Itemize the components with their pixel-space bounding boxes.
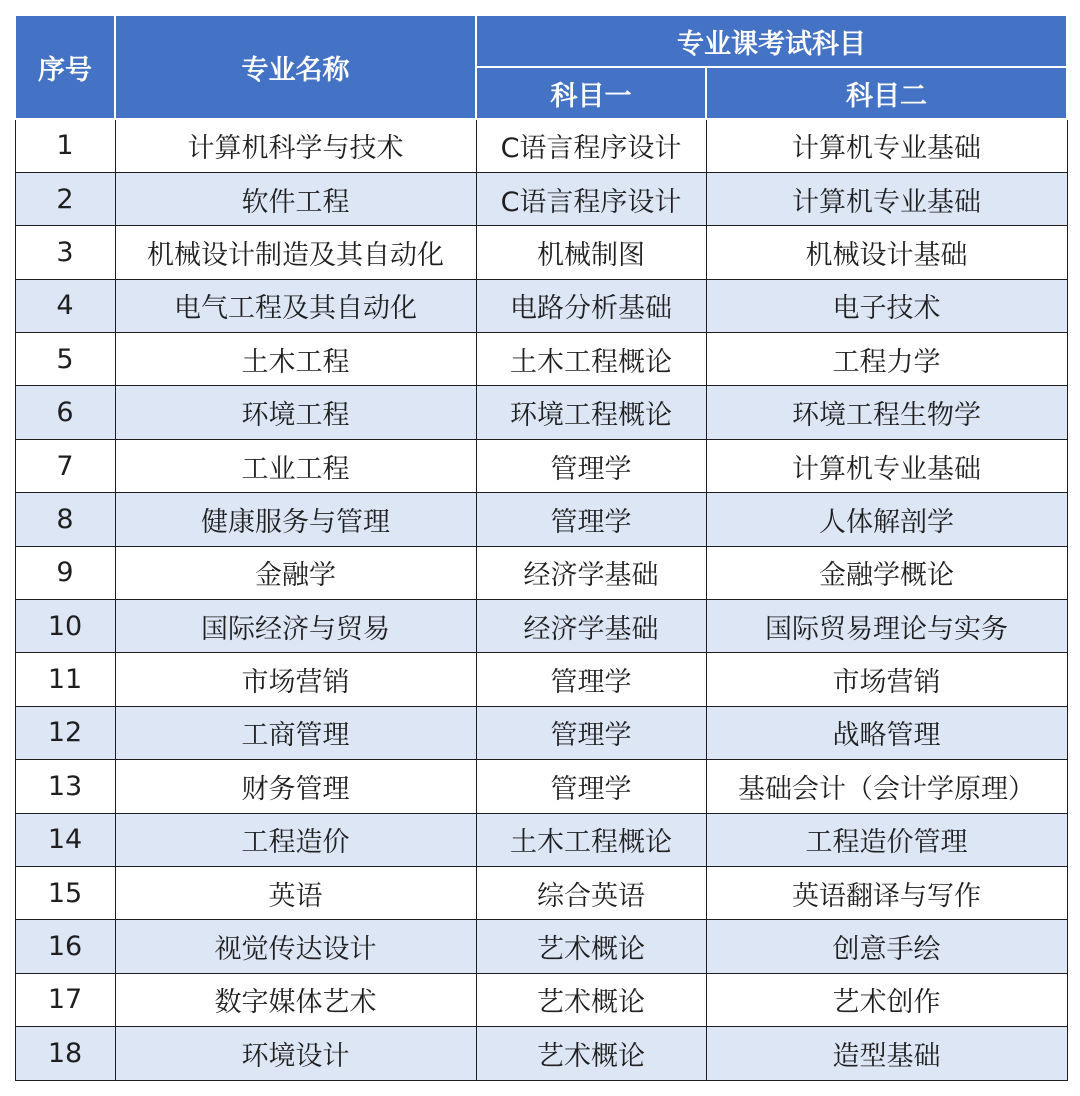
cell-subject-two: 电子技术 (706, 279, 1067, 332)
cell-subject-two: 创意手绘 (706, 920, 1067, 973)
cell-major-name: 土木工程 (115, 333, 476, 386)
cell-subject-two: 基础会计（会计学原理） (706, 760, 1067, 813)
table-body (15, 119, 1067, 1080)
table-row (15, 439, 1067, 492)
header-subject-two: 科目二 (706, 67, 1067, 119)
cell-subject-one: 艺术概论 (476, 973, 706, 1026)
cell-subject-two: 国际贸易理论与实务 (706, 600, 1067, 653)
cell-number: 16 (15, 920, 115, 973)
cell-subject-one: 机械制图 (476, 226, 706, 279)
cell-number: 7 (15, 439, 115, 492)
header-row-top (15, 15, 1067, 67)
header-subject-one: 科目一 (476, 67, 706, 119)
cell-subject-two: 计算机专业基础 (706, 119, 1067, 172)
table-row (15, 813, 1067, 866)
cell-subject-two: 人体解剖学 (706, 493, 1067, 546)
cell-subject-one: 艺术概论 (476, 920, 706, 973)
cell-major-name: 市场营销 (115, 653, 476, 706)
cell-number: 13 (15, 760, 115, 813)
cell-subject-one: 环境工程概论 (476, 386, 706, 439)
cell-subject-one: 土木工程概论 (476, 813, 706, 866)
table-row (15, 1027, 1067, 1080)
table-row (15, 172, 1067, 225)
cell-subject-two: 战略管理 (706, 706, 1067, 759)
cell-number: 11 (15, 653, 115, 706)
cell-number: 15 (15, 866, 115, 919)
cell-major-name: 环境设计 (115, 1027, 476, 1080)
cell-subject-one: 管理学 (476, 760, 706, 813)
cell-subject-two: 计算机专业基础 (706, 172, 1067, 225)
cell-subject-one: 管理学 (476, 706, 706, 759)
cell-subject-two: 英语翻译与写作 (706, 866, 1067, 919)
cell-major-name: 金融学 (115, 546, 476, 599)
cell-subject-one: 管理学 (476, 439, 706, 492)
cell-number: 12 (15, 706, 115, 759)
cell-number: 18 (15, 1027, 115, 1080)
cell-subject-one: 综合英语 (476, 866, 706, 919)
table-row (15, 760, 1067, 813)
cell-major-name: 英语 (115, 866, 476, 919)
cell-subject-two: 金融学概论 (706, 546, 1067, 599)
cell-major-name: 数字媒体艺术 (115, 973, 476, 1026)
header-number: 序号 (15, 15, 115, 119)
cell-major-name: 软件工程 (115, 172, 476, 225)
cell-subject-two: 工程造价管理 (706, 813, 1067, 866)
table-row (15, 333, 1067, 386)
table-row (15, 119, 1067, 172)
cell-major-name: 工商管理 (115, 706, 476, 759)
table-header (15, 15, 1067, 119)
cell-number: 5 (15, 333, 115, 386)
table-row (15, 920, 1067, 973)
cell-subject-two: 艺术创作 (706, 973, 1067, 1026)
table-row (15, 386, 1067, 439)
cell-number: 6 (15, 386, 115, 439)
cell-subject-one: 电路分析基础 (476, 279, 706, 332)
cell-subject-one: 管理学 (476, 653, 706, 706)
cell-number: 2 (15, 172, 115, 225)
cell-subject-two: 机械设计基础 (706, 226, 1067, 279)
table-row (15, 279, 1067, 332)
cell-major-name: 环境工程 (115, 386, 476, 439)
cell-number: 3 (15, 226, 115, 279)
cell-subject-one: 管理学 (476, 493, 706, 546)
cell-major-name: 电气工程及其自动化 (115, 279, 476, 332)
cell-number: 1 (15, 119, 115, 172)
cell-subject-one: 土木工程概论 (476, 333, 706, 386)
cell-subject-one: C语言程序设计 (476, 119, 706, 172)
table-row (15, 866, 1067, 919)
cell-subject-two: 环境工程生物学 (706, 386, 1067, 439)
exam-subjects-table (14, 14, 1068, 1081)
cell-major-name: 财务管理 (115, 760, 476, 813)
cell-major-name: 机械设计制造及其自动化 (115, 226, 476, 279)
cell-number: 14 (15, 813, 115, 866)
cell-major-name: 计算机科学与技术 (115, 119, 476, 172)
header-exam-subjects: 专业课考试科目 (476, 15, 1067, 67)
cell-major-name: 健康服务与管理 (115, 493, 476, 546)
table-row (15, 600, 1067, 653)
cell-major-name: 国际经济与贸易 (115, 600, 476, 653)
cell-major-name: 视觉传达设计 (115, 920, 476, 973)
cell-subject-two: 计算机专业基础 (706, 439, 1067, 492)
table-row (15, 706, 1067, 759)
cell-subject-two: 市场营销 (706, 653, 1067, 706)
table-row (15, 546, 1067, 599)
cell-major-name: 工业工程 (115, 439, 476, 492)
table-row (15, 493, 1067, 546)
cell-subject-one: 经济学基础 (476, 546, 706, 599)
table-row (15, 226, 1067, 279)
cell-subject-two: 造型基础 (706, 1027, 1067, 1080)
cell-number: 10 (15, 600, 115, 653)
cell-subject-one: C语言程序设计 (476, 172, 706, 225)
cell-subject-one: 艺术概论 (476, 1027, 706, 1080)
cell-number: 17 (15, 973, 115, 1026)
cell-subject-one: 经济学基础 (476, 600, 706, 653)
cell-number: 8 (15, 493, 115, 546)
cell-number: 9 (15, 546, 115, 599)
cell-major-name: 工程造价 (115, 813, 476, 866)
table-row (15, 653, 1067, 706)
cell-number: 4 (15, 279, 115, 332)
table-row (15, 973, 1067, 1026)
header-major-name: 专业名称 (115, 15, 476, 119)
cell-subject-two: 工程力学 (706, 333, 1067, 386)
